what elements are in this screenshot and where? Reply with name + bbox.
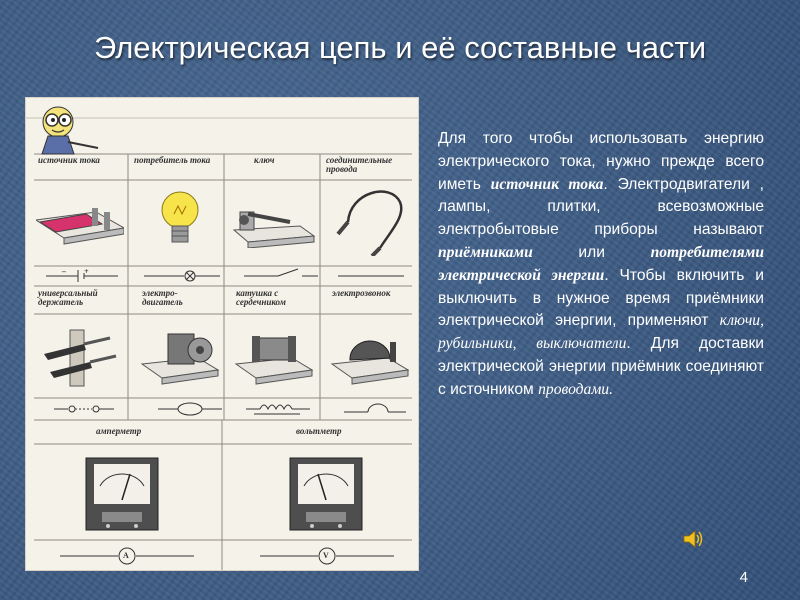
body-segment: потребителями электрической энергии — [438, 243, 764, 284]
voltmeter-symbol-letter: V — [323, 551, 329, 560]
electric-bell-icon — [328, 330, 412, 386]
circuit-components-diagram — [26, 98, 418, 570]
ammeter-icon — [84, 456, 160, 532]
row1-schematic-symbols — [34, 266, 412, 286]
body-segment: ключи, рубильники, выключатели — [438, 312, 764, 353]
body-segment: приёмниками — [438, 243, 533, 261]
row3-schematic-symbols — [34, 546, 412, 566]
label-coil-with-core: катушка с сердечником — [236, 288, 286, 307]
body-segment: Для того чтобы использовать энергию электрического тока, нужно прежде всего иметь — [438, 130, 764, 193]
label-ammeter: амперметр — [96, 426, 142, 436]
label-voltmeter: вольтметр — [296, 426, 342, 436]
electric-motor-icon — [138, 324, 222, 386]
body-segment: . Электродвигатели , лампы, плитки, всевозможные электробытовые приборы называют — [438, 175, 765, 239]
universal-holder-icon — [40, 320, 124, 390]
page-number: 4 — [739, 569, 748, 586]
current-source-icon — [36, 198, 124, 248]
battery-minus: – — [62, 267, 66, 276]
label-current-source: источник тока — [38, 155, 100, 165]
body-segment: или — [532, 243, 651, 261]
coil-with-core-icon — [232, 326, 316, 386]
cartoon-character-icon — [34, 100, 106, 156]
label-current-consumer: потребитель тока — [134, 155, 211, 165]
body-segment: . Чтобы включить и выключить в нужное время приёмники электрической энергии, применяют — [438, 266, 764, 330]
label-connecting-wires: соединительные провода — [326, 155, 393, 174]
label-electric-bell: электрозвонок — [332, 288, 391, 298]
light-bulb-icon — [150, 188, 210, 252]
body-paragraph — [438, 128, 764, 402]
slide-title: Электрическая цепь и её составные части — [93, 30, 707, 65]
label-universal-holder: универсальный держатель — [38, 288, 98, 307]
label-electric-motor: электро-двигатель — [142, 288, 183, 307]
connecting-wires-icon — [330, 182, 410, 256]
label-switch: ключ — [254, 155, 275, 165]
battery-plus: + — [84, 267, 89, 276]
switch-key-icon — [230, 198, 318, 248]
speaker-icon[interactable] — [682, 528, 704, 550]
body-segment: источник тока — [490, 175, 604, 193]
ammeter-symbol-letter: A — [123, 551, 129, 560]
voltmeter-icon — [288, 456, 364, 532]
row2-schematic-symbols — [34, 398, 412, 420]
body-segment: проводами. — [538, 380, 613, 398]
body-segment: . Для доставки электрической энергии приёмник соединяют с источником — [438, 335, 764, 398]
